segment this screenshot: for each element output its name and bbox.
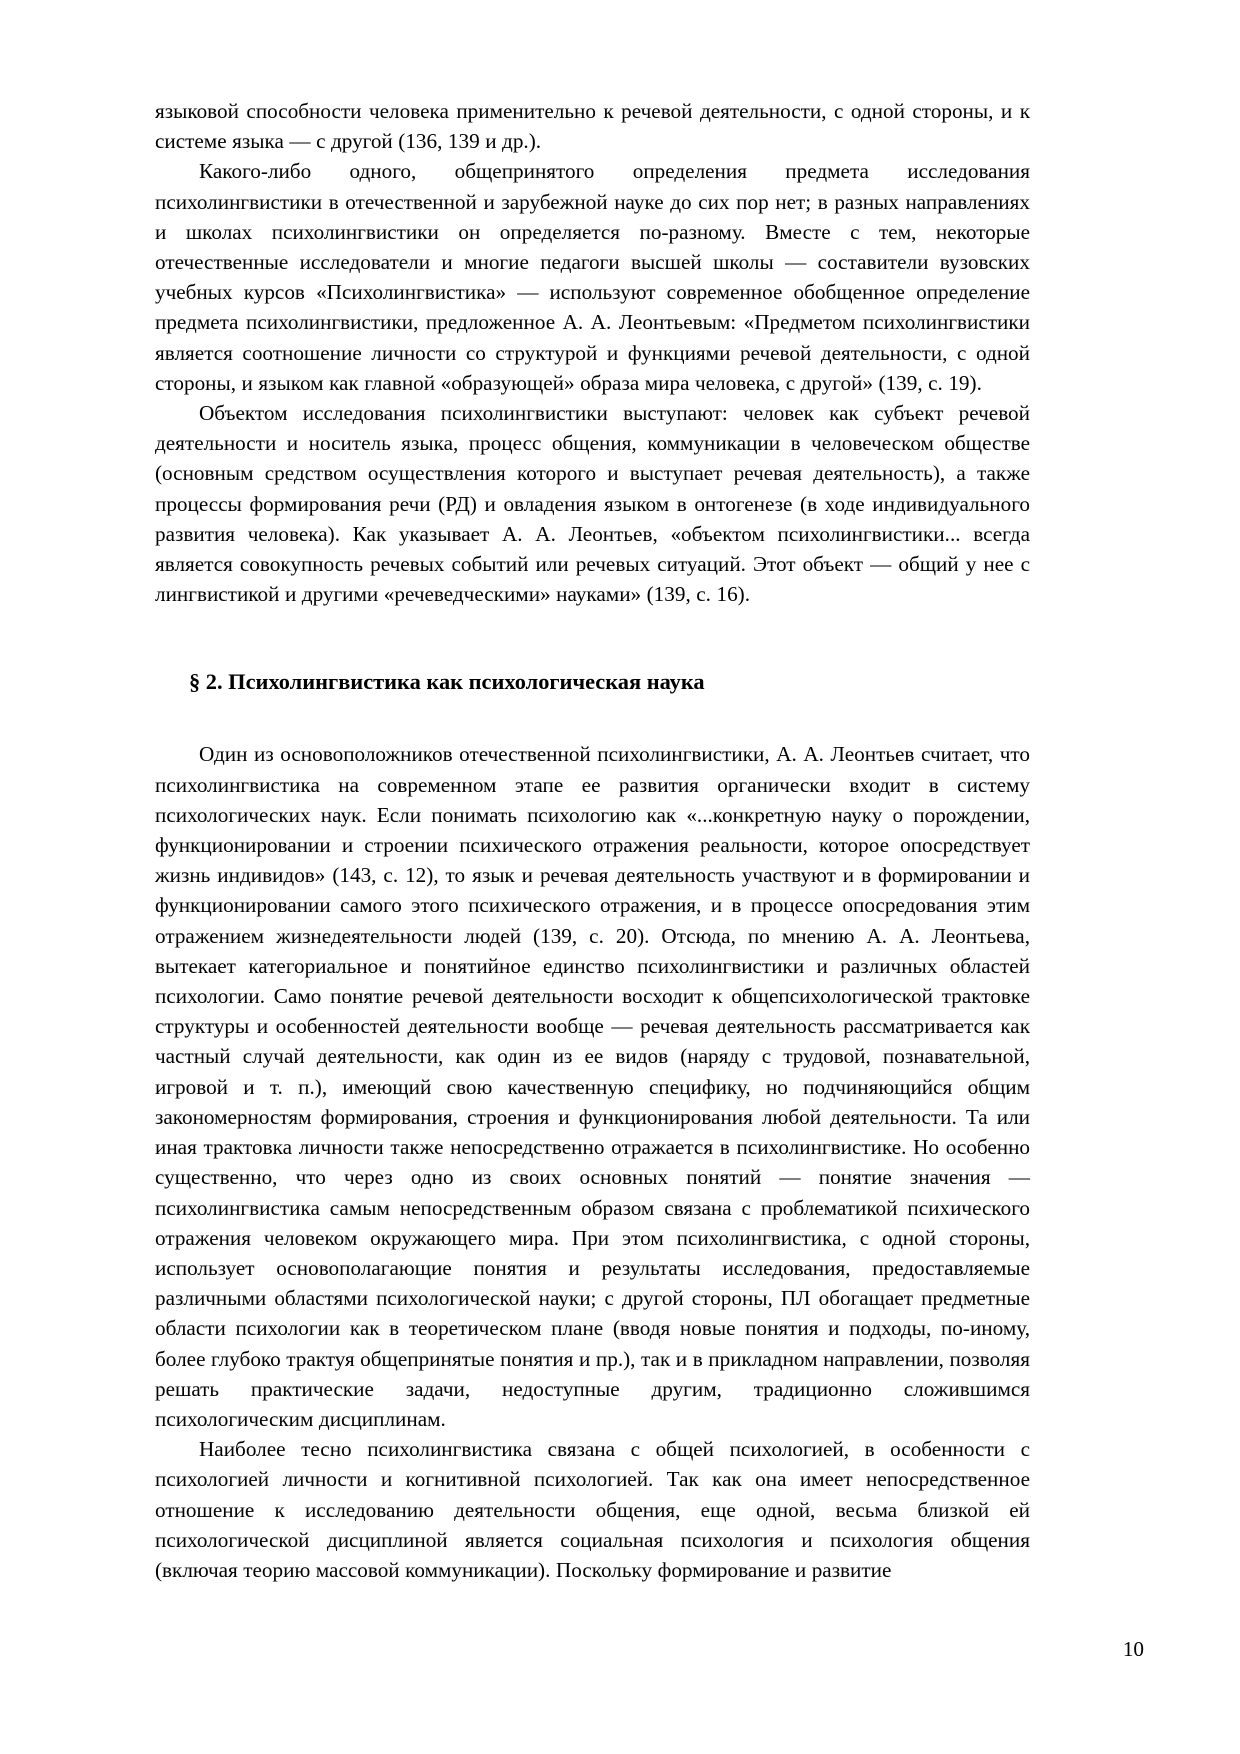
paragraph-subject-definition: Какого-либо одного, общепринятого определения предмета исследования психолингвистики в отечественной и зарубежной науке до сих пор нет; в разных направлениях и школах психолингвистики он определяется по-разному. Вместе с тем, некоторые отечественные исследователи и многие педагоги высшей школы — составители вузовских учебных курсов «Психолингвистика» — используют современное обобщенное определение предмета психолингвистики, предложенное А. А. Леонтьевым: «Предметом психолингвистики является соотношение личности со структурой и функциями речевой деятельности, с одной стороны, и языком как главной «образующей» образа мира человека, с другой» (139, с. 19). [155, 159, 1030, 395]
heading-spacer-above [155, 609, 1030, 667]
page-text-column [155, 96, 1030, 1585]
paragraph-object-of-research: Объектом исследования психолингвистики выступают: человек как субъект речевой деятельности и носитель языка, процесс общения, коммуникации в человеческом обществе (основным средством осуществления которого и выступает речевая деятельность), а также процессы формирования речи (РД) и овладения языком в онтогенезе (в ходе индивидуального развития человека). Как указывает А. А. Леонтьев, «объектом психолингвистики... всегда является совокупность речевых событий или речевых ситуаций. Этот объект — общий у нее с лингвистикой и другими «речеведческими» науками» (139, с. 16). [155, 401, 1030, 607]
paragraph-continuation: языковой способности человека применительно к речевой деятельности, с одной стороны, и к системе языка — с другой (136, 139 и др.). [155, 99, 1030, 154]
paragraph-psycholinguistics-as-psychology: Один из основоположников отечественной психолингвистики, А. А. Леонтьев считает, что психолингвистика на современном этапе ее развития органически входит в систему психологических наук. Если понимать психологию как «...конкретную науку о порождении, функционировании и строении психического отражения реальности, которое опосредствует жизнь индивидов» (143, с. 12), то язык и речевая деятельность участвуют и в формировании и функционировании самого этого психического отражения, и в процессе опосредования этим отражением жизнедеятельности людей (139, с. 20). Отсюда, по мнению А. А. Леонтьева, вытекает категориальное и понятийное единство психолингвистики и различных областей психологии. Само понятие речевой деятельности восходит к общепсихологической трактовке структуры и особенностей деятельности вообще — речевая деятельность рассматривается как частный случай деятельности, как один из ее видов (наряду с трудовой, познавательной, игровой и т. п.), имеющий свою качественную специфику, но подчиняющийся общим закономерностям формирования, строения и функционирования любой деятельности. Та или иная трактовка личности также непосредственно отражается в психолингвистике. Но особенно существенно, что через одно из своих основных понятий — понятие значения — психолингвистика самым непосредственным образом связана с проблематикой психического отражения человеком окружающего мира. При этом психолингвистика, с одной стороны, использует основополагающие понятия и результаты исследования, предоставляемые различными областями психологической науки; с другой стороны, ПЛ обогащает предметные области психологии как в теоретическом плане (вводя новые понятия и подходы, по-иному, более глубоко трактуя общепринятые понятия и пр.), так и в прикладном направлении, позволяя решать практические задачи, недоступные другим, традиционно сложившимся психологическим дисциплинам. [155, 742, 1030, 1431]
paragraph-relation-to-general-psychology: Наиболее тесно психолингвистика связана с общей психологией, в особенности с психологией личности и когнитивной психологией. Так как она имеет непосредственное отношение к исследованию деятельности общения, еще одной, весьма близкой ей психологической дисциплиной является социальная психология и психология общения (включая теорию массовой коммуникации). Поскольку формирование и развитие [155, 1437, 1030, 1582]
page-number: 10 [1122, 1637, 1144, 1661]
heading-spacer-below [155, 697, 1030, 739]
section-heading-paragraph-2: § 2. Психолингвистика как психологическая наука [189, 669, 705, 695]
